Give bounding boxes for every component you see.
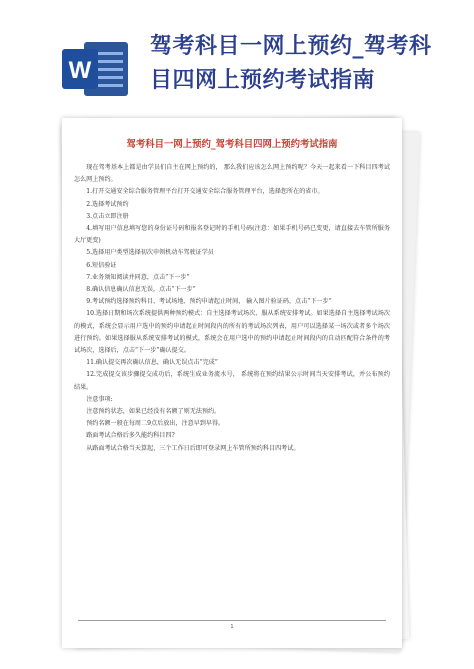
paragraph-step-5: 5.选择用户类型选择初次申领机动车驾驶证学员 xyxy=(86,249,214,257)
paragraph-note-2: 预约名额一般在每周二9点后放出，注意早到早得。 xyxy=(86,420,225,428)
document-title: 驾考科目一网上预约_驾考科目四网上预约考试指南 xyxy=(126,139,338,150)
paragraph-step-3: 3.点击立即注册 xyxy=(86,212,129,220)
document-body xyxy=(74,162,390,455)
word-document-icon xyxy=(62,40,132,98)
paragraph-step-12: 12.完成提交该步骤提交成功后，系统生成业务流水号， 系统将在预约结果公示时间当天安排考试，并公布预约结果。 xyxy=(74,371,390,391)
paragraph-answer: 从路面考试合格当天算起，三个工作日后即可登录网上车管所预约科目四考试。 xyxy=(86,444,300,452)
footer-divider xyxy=(78,620,386,621)
paragraph-notes-heading: 注意事项: xyxy=(86,395,113,403)
paragraph-step-2: 2.选择考试预约 xyxy=(86,200,129,208)
page-title: 驾考科目一网上预约_驾考科目四网上预约考试指南 xyxy=(150,34,432,93)
paragraph-intro: 现在驾考基本上都是由学员们自主在网上预约的， 那么我们应该怎么网上预约呢？今天一起来看一下科目四考试怎么网上预约。 xyxy=(74,164,390,184)
word-icon-letter: W xyxy=(68,57,92,84)
paragraph-step-6: 6.短信验证 xyxy=(86,261,117,269)
paragraph-step-8: 8.确认信息确认信息无误，点击“下一步” xyxy=(86,286,196,294)
paragraph-step-7: 7.业务须知阅读并同意，点击“下一步” xyxy=(86,273,190,281)
paragraph-question: 路面考试合格后多久能约科目四? xyxy=(86,432,175,440)
paragraph-step-11: 11.确认提交再次确认信息，确认无误点击“完成” xyxy=(86,359,218,367)
paragraph-step-1: 1.打开交通安全综合服务管理平台打开交通安全综合服务管理平台，选择您所在的省市。 xyxy=(86,188,324,196)
paragraph-step-4: 4.填写用户信息填写您的身份证号码和报名登记时的手机号码(注意：如果手机号码已变更，请直接去车管所服务大厅更变) xyxy=(74,225,390,245)
paragraph-note-1: 注意预约状态，如果已经没有名额了则无法预约。 xyxy=(86,408,221,416)
paragraph-step-10: 10.选择日期和场次系统提供两种预约模式：自主选择考试场次、服从系统安排考试。如果选择自主选择考试场次的模式，系统会显示用户选中的预约申请起止时间段内的所有的考试场次列表，用户可以选择某一场次或者多个场次进行预约。如果选择服从系统安排考试的模式，系统会在用户选中的预约申请起止时间段内的自动匹配符合条件的考试场次，选择后，点击“下一步”确认提交。 xyxy=(74,310,390,355)
document-page xyxy=(62,118,402,648)
document-preview xyxy=(62,118,412,658)
paragraph-step-9: 9.考试预约选择预约科目、考试场地、预约申请起止时间， 输入图片验证码，点击“下一步” xyxy=(86,298,332,306)
preview-header xyxy=(0,0,474,112)
page-number: 1 xyxy=(230,624,234,630)
